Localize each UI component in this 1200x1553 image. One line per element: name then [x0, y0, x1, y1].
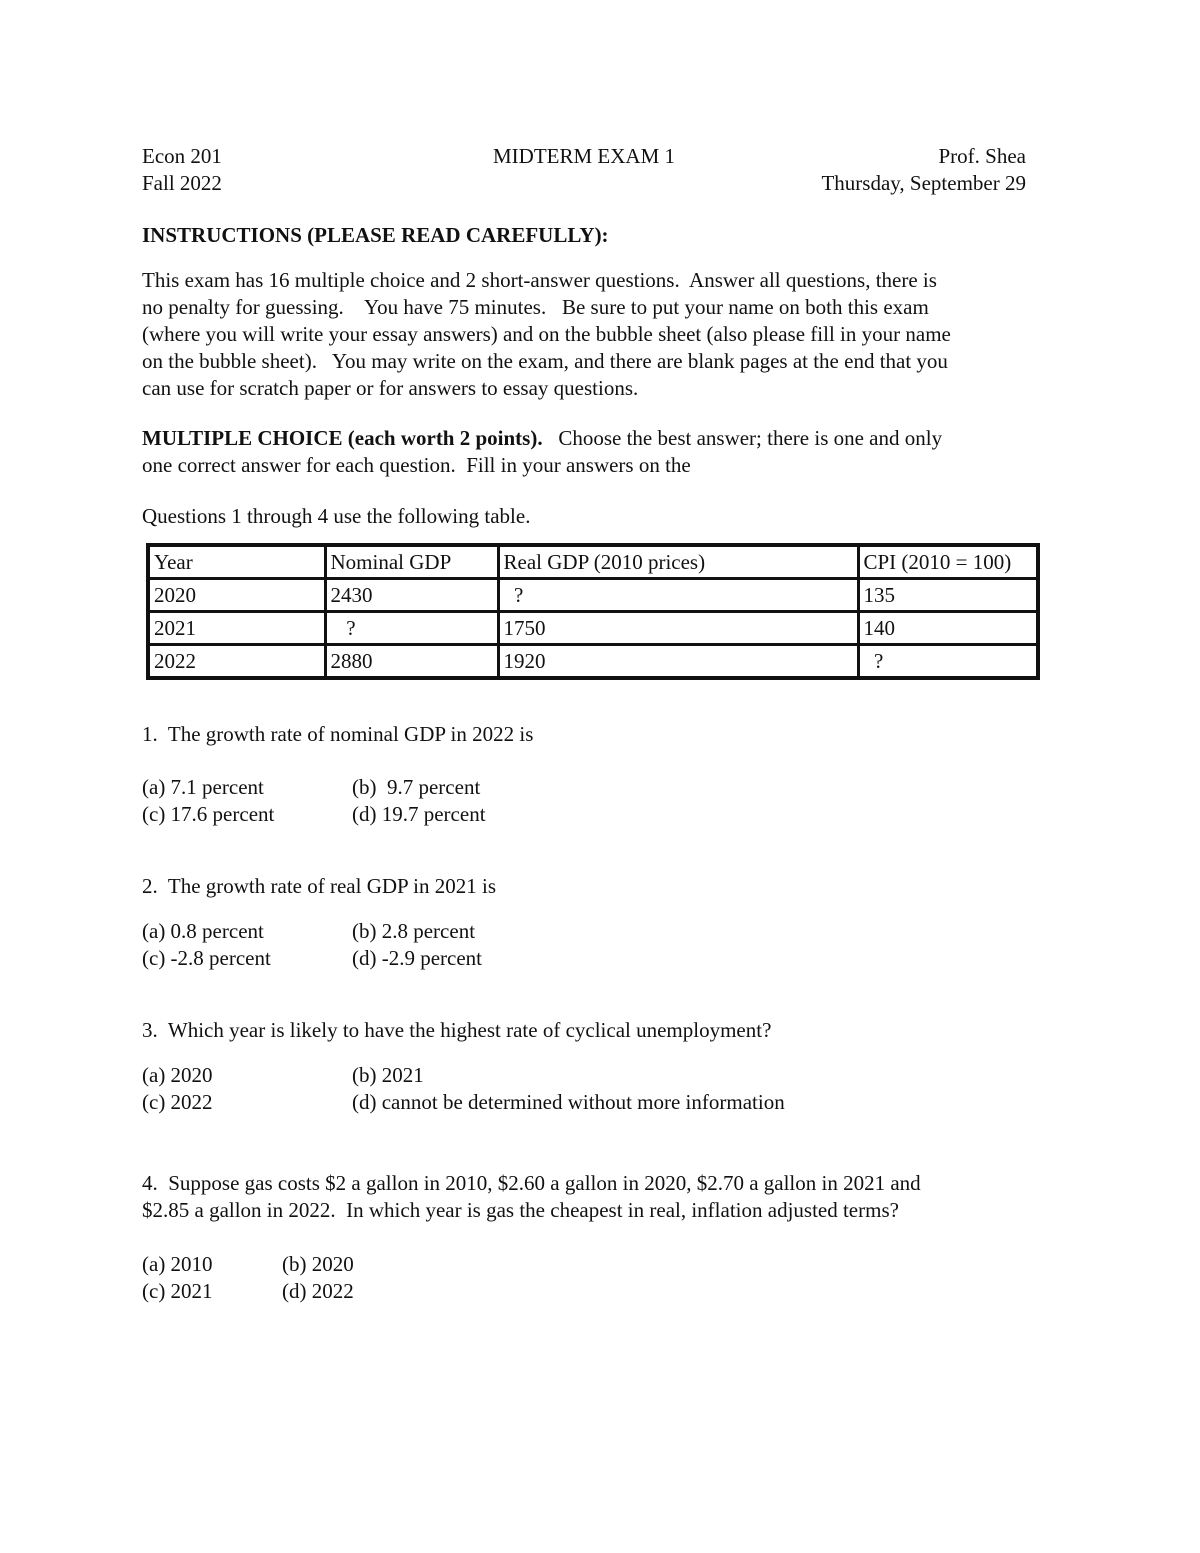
question-4-option-b: (b) 2020	[282, 1252, 354, 1276]
table-cell: ?	[498, 579, 858, 612]
table-header-cell: Nominal GDP	[325, 547, 498, 579]
exam-date: Thursday, September 29	[821, 171, 1026, 195]
question-2-option-d: (d) -2.9 percent	[352, 946, 483, 970]
question-1-option-b: (b) 9.7 percent	[352, 775, 481, 799]
multiple-choice-instruction: one correct answer for each question. Fill in your answers on the	[142, 453, 691, 477]
table-cell: 2021	[150, 612, 325, 645]
instructions-heading: INSTRUCTIONS (PLEASE READ CAREFULLY):	[142, 223, 609, 247]
question-2-text: 2. The growth rate of real GDP in 2021 is	[142, 874, 497, 898]
question-1-text: 1. The growth rate of nominal GDP in 2022 is	[142, 722, 534, 746]
table-header-cell: Real GDP (2010 prices)	[498, 547, 858, 579]
question-1-option-a: (a) 7.1 percent	[142, 775, 264, 799]
instructions-line: can use for scratch paper or for answers to essay questions.	[142, 376, 639, 400]
table-cell: 1920	[498, 645, 858, 677]
table-cell: 2022	[150, 645, 325, 677]
question-4-option-c: (c) 2021	[142, 1279, 213, 1303]
question-1-option-d: (d) 19.7 percent	[352, 802, 486, 826]
question-3-option-c: (c) 2022	[142, 1090, 213, 1114]
instructions-line: no penalty for guessing. You have 75 minutes. Be sure to put your name on both this exam	[142, 295, 929, 319]
instructions-line: This exam has 16 multiple choice and 2 short-answer questions. Answer all questions, there is	[142, 268, 937, 292]
table-cell: ?	[858, 645, 1036, 677]
question-2-option-b: (b) 2.8 percent	[352, 919, 476, 943]
question-4-option-a: (a) 2010	[142, 1252, 213, 1276]
question-3-option-d: (d) cannot be determined without more information	[352, 1090, 785, 1114]
question-1-option-c: (c) 17.6 percent	[142, 802, 275, 826]
table-cell: 135	[858, 579, 1036, 612]
gdp-cpi-table	[146, 543, 1040, 680]
question-2-option-a: (a) 0.8 percent	[142, 919, 264, 943]
table-header-row	[150, 547, 1036, 579]
question-3-option-a: (a) 2020	[142, 1063, 213, 1087]
table-cell: 2880	[325, 645, 498, 677]
table-header-cell: CPI (2010 = 100)	[858, 547, 1036, 579]
instructions-paragraph	[142, 267, 1062, 402]
multiple-choice-heading: MULTIPLE CHOICE (each worth 2 points).	[142, 426, 543, 450]
table-intro: Questions 1 through 4 use the following table.	[142, 504, 531, 528]
question-4-text: $2.85 a gallon in 2022. In which year is gas the cheapest in real, inflation adjusted terms?	[142, 1198, 899, 1222]
question-4-option-d: (d) 2022	[282, 1279, 354, 1303]
instructions-line: on the bubble sheet). You may write on the exam, and there are blank pages at the end that you	[142, 349, 948, 373]
table-row	[150, 645, 1036, 677]
table-header-cell: Year	[150, 547, 325, 579]
multiple-choice-instruction: Choose the best answer; there is one and only	[542, 426, 943, 450]
instructions-line: (where you will write your essay answers) and on the bubble sheet (also please fill in your name	[142, 322, 951, 346]
multiple-choice-intro	[142, 425, 1062, 479]
question-4-text: 4. Suppose gas costs $2 a gallon in 2010, $2.60 a gallon in 2020, $2.70 a gallon in 2021 and	[142, 1171, 921, 1195]
question-3-option-b: (b) 2021	[352, 1063, 424, 1087]
table-row	[150, 579, 1036, 612]
term: Fall 2022	[142, 171, 222, 195]
table-cell: 2020	[150, 579, 325, 612]
table-cell: 140	[858, 612, 1036, 645]
question-3-text: 3. Which year is likely to have the highest rate of cyclical unemployment?	[142, 1018, 772, 1042]
table-cell: 2430	[325, 579, 498, 612]
professor: Prof. Shea	[938, 144, 1026, 168]
table-row	[150, 612, 1036, 645]
course-name: Econ 201	[142, 144, 222, 168]
question-2-option-c: (c) -2.8 percent	[142, 946, 271, 970]
table-cell: ?	[325, 612, 498, 645]
table-cell: 1750	[498, 612, 858, 645]
exam-title: MIDTERM EXAM 1	[493, 144, 675, 168]
